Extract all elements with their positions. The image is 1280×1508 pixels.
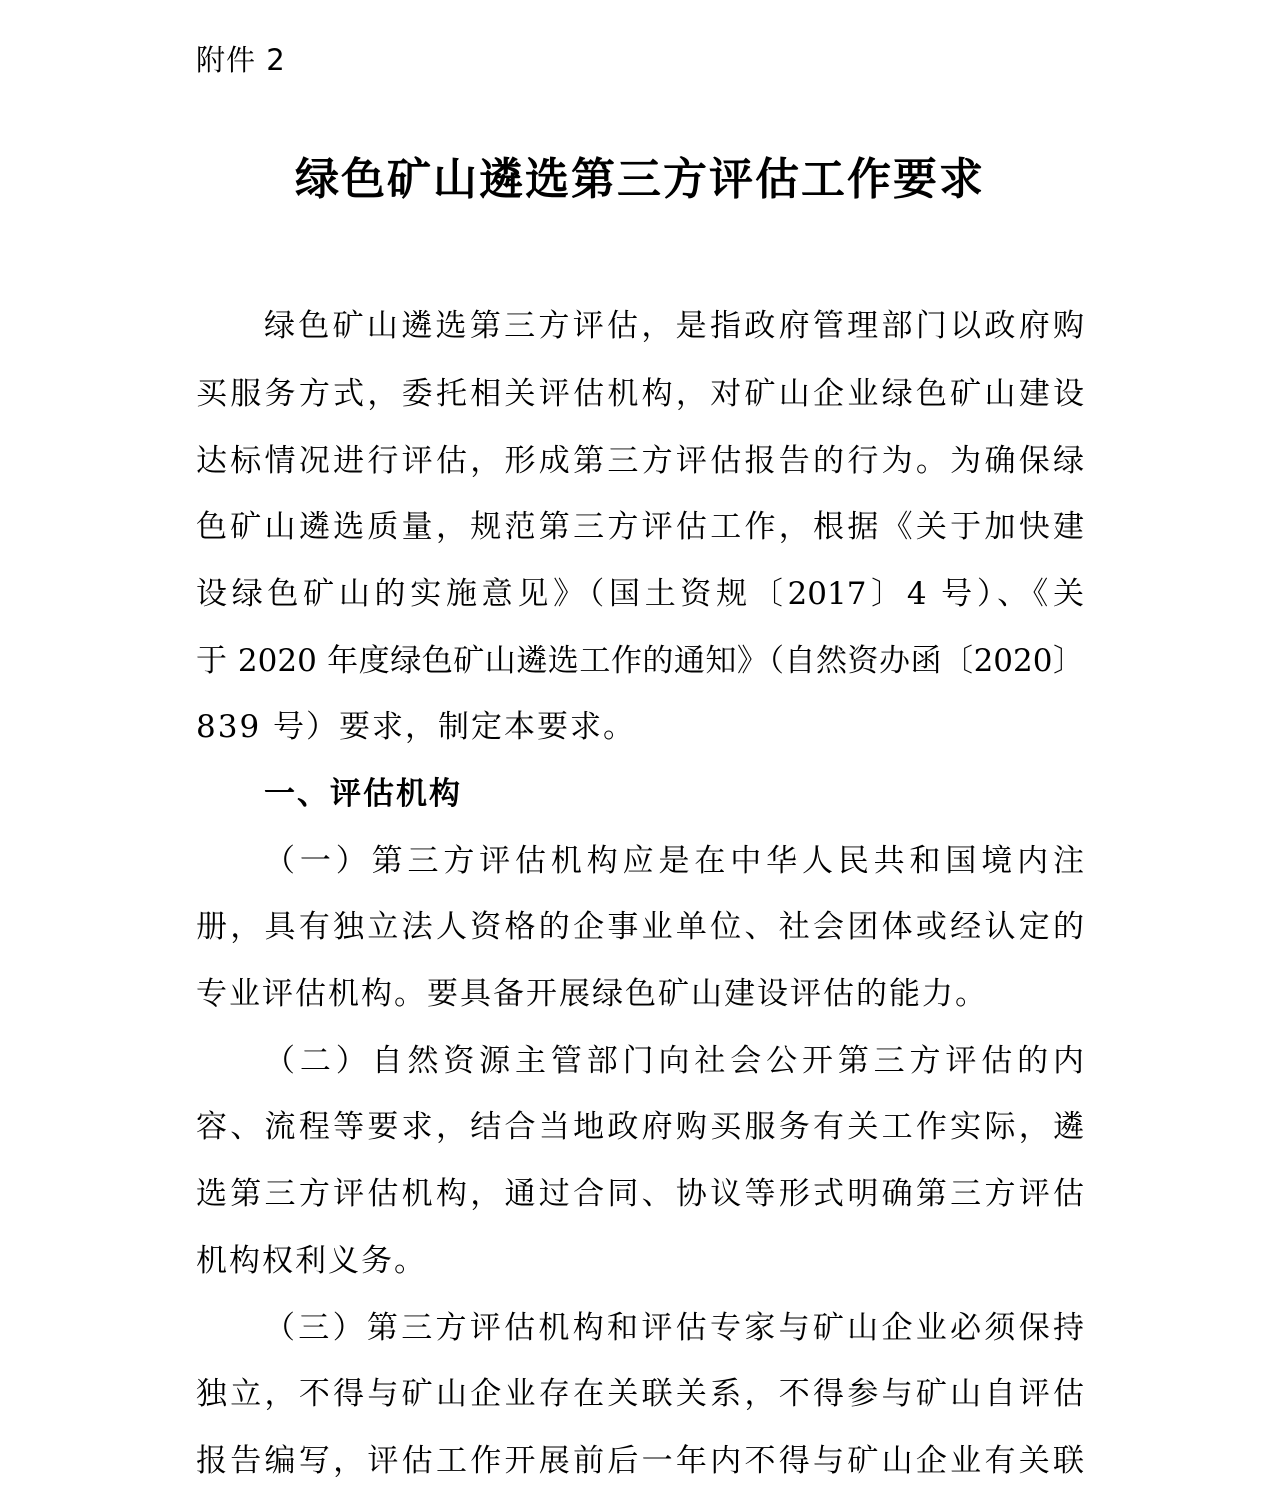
paragraph-line: 容、流程等要求，结合当地政府购买服务有关工作实际，遴 [196, 1109, 1084, 1145]
paragraph-line: 买服务方式，委托相关评估机构，对矿山企业绿色矿山建设 [196, 376, 1084, 412]
paragraph-line: 于 2020 年度绿色矿山遴选工作的通知》（自然资办函〔2020〕 [196, 643, 1084, 679]
section-heading: 一、评估机构 [264, 776, 462, 812]
paragraph-line: 机构权利义务。 [196, 1243, 427, 1279]
document-title: 绿色矿山遴选第三方评估工作要求 [295, 154, 985, 205]
paragraph-line: 报告编写，评估工作开展前后一年内不得与矿山企业有关联 [196, 1443, 1084, 1479]
paragraph-line: 选第三方评估机构，通过合同、协议等形式明确第三方评估 [196, 1176, 1084, 1212]
paragraph-line: 839 号）要求，制定本要求。 [196, 709, 637, 745]
paragraph-line: 色矿山遴选质量，规范第三方评估工作，根据《关于加快建 [196, 509, 1084, 545]
paragraph-line: （二）自然资源主管部门向社会公开第三方评估的内 [264, 1043, 1084, 1079]
paragraph-line: 设绿色矿山的实施意见》（国土资规〔2017〕4 号）、《关 [196, 576, 1084, 612]
paragraph-line: 独立，不得与矿山企业存在关联关系，不得参与矿山自评估 [196, 1376, 1084, 1412]
paragraph-line: 绿色矿山遴选第三方评估，是指政府管理部门以政府购 [264, 308, 1084, 344]
paragraph-line: 达标情况进行评估，形成第三方评估报告的行为。为确保绿 [196, 443, 1084, 479]
attachment-label: 附件 2 [196, 43, 286, 77]
paragraph-line: （一）第三方评估机构应是在中华人民共和国境内注 [264, 843, 1084, 879]
paragraph-line: （三）第三方评估机构和评估专家与矿山企业必须保持 [264, 1310, 1084, 1346]
paragraph-line: 专业评估机构。要具备开展绿色矿山建设评估的能力。 [196, 976, 988, 1012]
paragraph-line: 册，具有独立法人资格的企事业单位、社会团体或经认定的 [196, 909, 1084, 945]
